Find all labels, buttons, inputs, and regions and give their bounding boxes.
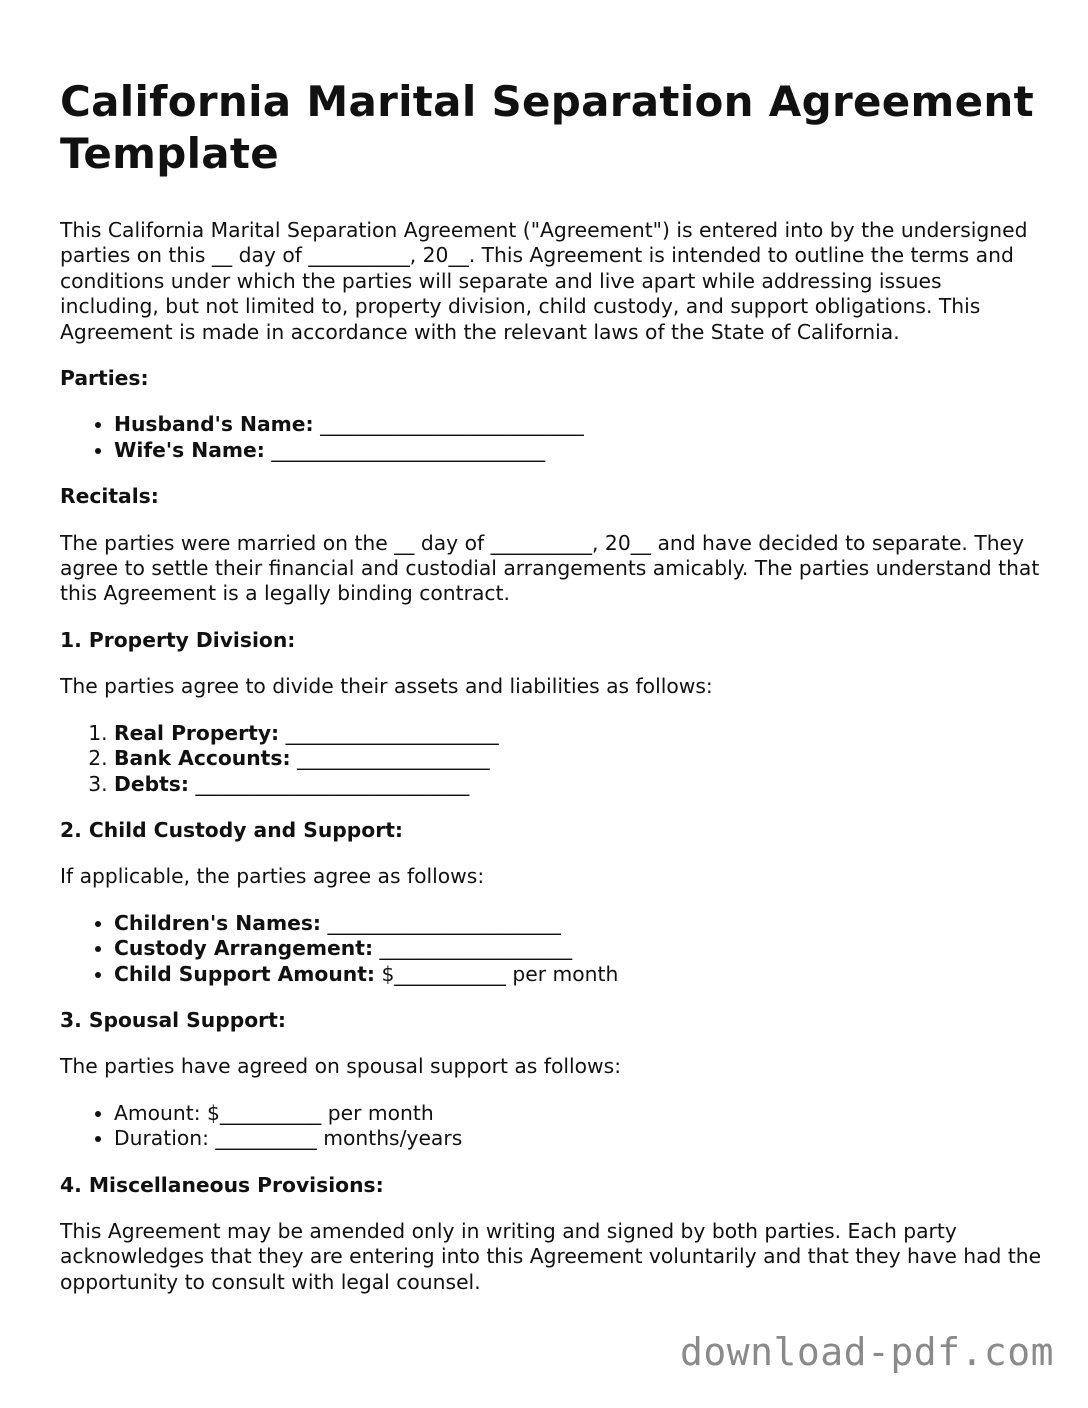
list-item <box>114 438 1045 463</box>
custody-list <box>60 911 1045 987</box>
bank-accounts-label: Bank Accounts: <box>114 746 291 771</box>
custody-heading: 2. Child Custody and Support: <box>60 817 404 842</box>
husband-name-blank: __________________________ <box>320 412 584 437</box>
recitals-heading: Recitals: <box>60 484 159 509</box>
wife-name-label: Wife's Name: <box>114 437 265 462</box>
document-title: California Marital Separation Agreement Template <box>60 77 1034 178</box>
list-item <box>114 911 1045 936</box>
list-item <box>114 412 1045 437</box>
debts-label: Debts: <box>114 771 189 796</box>
watermark: download-pdf.com <box>679 1330 1054 1374</box>
custody-arrangement-blank: ___________________ <box>379 936 573 961</box>
spousal-list <box>60 1101 1045 1152</box>
property-list <box>60 721 1045 797</box>
recitals-paragraph: The parties were married on the __ day of __________, 20__ and have decided to separate. They agree to settle their financial and custodial arrangements amicably. The parties understand that this Agreement is a legally binding contract. <box>60 530 1040 606</box>
child-support-label: Child Support Amount: <box>114 961 376 986</box>
debts-blank: ___________________________ <box>195 771 470 796</box>
list-item <box>114 772 1045 797</box>
property-heading: 1. Property Division: <box>60 627 296 652</box>
spousal-paragraph: The parties have agreed on spousal support as follows: <box>60 1054 622 1079</box>
custody-paragraph: If applicable, the parties agree as follows: <box>60 864 485 889</box>
misc-heading: 4. Miscellaneous Provisions: <box>60 1172 384 1197</box>
spousal-duration-item: • Duration: __________ months/years <box>114 1126 1045 1151</box>
childrens-names-blank: _______________________ <box>327 910 561 935</box>
document-page <box>60 76 1045 1295</box>
intro-paragraph: This California Marital Separation Agreement ("Agreement") is entered into by the undersigned parties on this __ day of __________, 20__. This Agreement is intended to outline the terms and conditions under which the parties will separate and live apart while addressing issues including, but not limited to, property division, child custody, and support obligations. This Agreement is made in accordance with the relevant laws of the State of California. <box>60 218 1028 344</box>
custody-arrangement-label: Custody Arrangement: <box>114 936 374 961</box>
bank-accounts-blank: ___________________ <box>297 746 490 771</box>
list-item <box>114 721 1045 746</box>
husband-name-label: Husband's Name: <box>114 412 314 437</box>
parties-heading: Parties: <box>60 366 149 391</box>
property-paragraph: The parties agree to divide their assets and liabilities as follows: <box>60 674 713 699</box>
spousal-heading: 3. Spousal Support: <box>60 1007 286 1032</box>
real-property-label: Real Property: <box>114 720 280 745</box>
wife-name-blank: ___________________________ <box>271 437 546 462</box>
spousal-amount-item: • Amount: $__________ per month <box>114 1101 1045 1126</box>
list-item <box>114 962 1045 987</box>
parties-list <box>60 412 1045 463</box>
real-property-blank: _____________________ <box>285 720 499 745</box>
list-item <box>114 936 1045 961</box>
misc-paragraph: This Agreement may be amended only in writing and signed by both parties. Each party acknowledges that they are entering into this Agreement voluntarily and that they have had the opportunity to consult with legal counsel. <box>60 1218 1042 1294</box>
list-item <box>114 746 1045 771</box>
childrens-names-label: Children's Names: <box>114 910 322 935</box>
child-support-blank: $___________ per month <box>381 961 619 986</box>
